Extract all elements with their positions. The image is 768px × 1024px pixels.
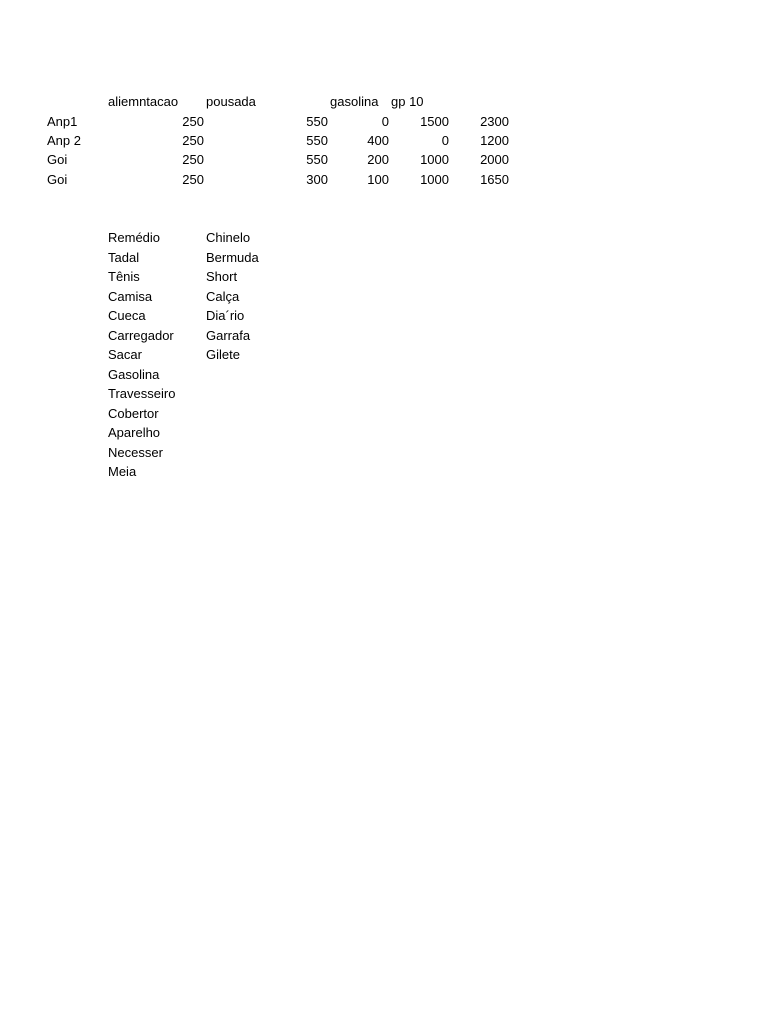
list-item: Camisa bbox=[108, 288, 153, 304]
table-cell: 2300 bbox=[480, 114, 509, 129]
table-cell: 1650 bbox=[480, 172, 509, 187]
table-cell: 550 bbox=[306, 133, 328, 148]
table-cell: 1000 bbox=[420, 172, 449, 187]
list-item: Sacar bbox=[108, 347, 142, 362]
table-cell: 2000 bbox=[480, 152, 509, 167]
table-cell: 250 bbox=[182, 152, 204, 167]
packing-list-a bbox=[108, 228, 175, 482]
list-item: Gasolina bbox=[108, 366, 160, 382]
table-cell: 250 bbox=[182, 114, 204, 129]
list-item: Calça bbox=[206, 288, 240, 304]
list-item: Cueca bbox=[108, 308, 146, 323]
list-item: Tênis bbox=[108, 269, 140, 284]
list-item: Garrafa bbox=[206, 327, 251, 343]
list-item: Bermuda bbox=[206, 249, 259, 265]
table-cell: 550 bbox=[306, 152, 328, 167]
row-label: Anp 2 bbox=[47, 133, 81, 148]
table-cell: 250 bbox=[182, 133, 204, 148]
row-label: Goi bbox=[47, 152, 68, 167]
table-cell: 1500 bbox=[420, 114, 449, 129]
list-item: Remédio bbox=[108, 230, 161, 245]
list-item: Dia´rio bbox=[206, 308, 245, 323]
table-cell: 300 bbox=[306, 172, 328, 187]
list-item: Cobertor bbox=[108, 405, 159, 421]
header-alimentacao: aliemntacao bbox=[108, 94, 179, 109]
list-item: Meia bbox=[108, 464, 137, 479]
table-cell: 400 bbox=[367, 133, 389, 148]
list-item: Aparelho bbox=[108, 425, 161, 440]
list-item: Carregador bbox=[108, 327, 174, 343]
list-item: Tadal bbox=[108, 249, 140, 265]
header-gp10: gp 10 bbox=[391, 94, 424, 109]
list-item: Chinelo bbox=[206, 230, 251, 245]
header-pousada: pousada bbox=[206, 94, 256, 109]
row-label: Goi bbox=[47, 172, 68, 187]
packing-list-b bbox=[206, 228, 259, 365]
table-cell: 550 bbox=[306, 114, 328, 129]
table-cell: 0 bbox=[381, 114, 389, 129]
header-gasolina: gasolina bbox=[330, 94, 379, 109]
list-item: Travesseiro bbox=[108, 386, 176, 401]
table-cell: 200 bbox=[367, 152, 389, 167]
list-item: Short bbox=[206, 269, 238, 284]
table-cell: 1000 bbox=[420, 152, 449, 167]
list-item: Gilete bbox=[206, 347, 240, 362]
table-cell: 1200 bbox=[480, 133, 509, 148]
row-label: Anp1 bbox=[47, 114, 78, 129]
table-cell: 0 bbox=[441, 133, 449, 148]
list-item: Necesser bbox=[108, 444, 163, 460]
table-cell: 100 bbox=[367, 172, 389, 187]
table-cell: 250 bbox=[182, 172, 204, 187]
